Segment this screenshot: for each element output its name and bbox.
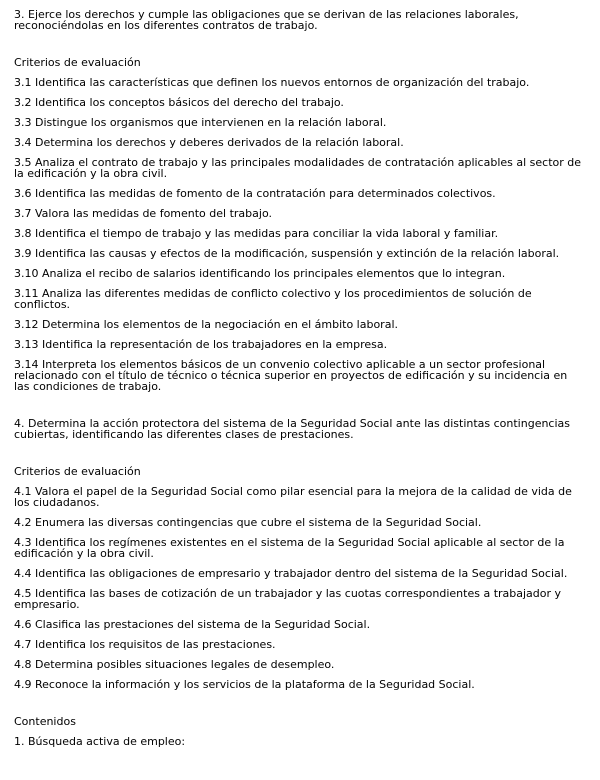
- criterion-4-9: 4.9 Reconoce la información y los servicios de la plataforma de la Seguridad Social.: [14, 678, 475, 691]
- criterion-3-5: 3.5 Analiza el contrato de trabajo y las principales modalidades de contratación aplicables al sector de la edificación y la obra civil.: [14, 156, 582, 180]
- criterion-3-1: 3.1 Identifica las características que definen los nuevos entornos de organización del trabajo.: [14, 76, 530, 89]
- criterion-4-6: 4.6 Clasifica las prestaciones del sistema de la Seguridad Social.: [14, 618, 371, 631]
- criterion-4-2: 4.2 Enumera las diversas contingencias que cubre el sistema de la Seguridad Social.: [14, 516, 482, 529]
- criterion-3-12: 3.12 Determina los elementos de la negociación en el ámbito laboral.: [14, 318, 399, 331]
- section-3-heading: 3. Ejerce los derechos y cumple las obligaciones que se derivan de las relaciones laborales, reconociéndolas en los diferentes contratos de trabajo.: [14, 8, 519, 32]
- section-4-heading: 4. Determina la acción protectora del sistema de la Seguridad Social ante las distintas contingencias cubiertas, identificando las diferentes clases de prestaciones.: [14, 417, 571, 441]
- section-3-criteria-title: Criterios de evaluación: [14, 56, 141, 69]
- contents-title: Contenidos: [14, 715, 76, 728]
- criterion-3-7: 3.7 Valora las medidas de fomento del trabajo.: [14, 207, 272, 220]
- document-page: [14, 9, 586, 747]
- criterion-3-13: 3.13 Identifica la representación de los trabajadores en la empresa.: [14, 338, 388, 351]
- criterion-3-3: 3.3 Distingue los organismos que intervienen en la relación laboral.: [14, 116, 387, 129]
- criterion-4-1: 4.1 Valora el papel de la Seguridad Social como pilar esencial para la mejora de la calidad de vida de los ciudadanos.: [14, 485, 572, 509]
- criterion-4-4: 4.4 Identifica las obligaciones de empresario y trabajador dentro del sistema de la Seguridad Social.: [14, 567, 568, 580]
- criterion-4-8: 4.8 Determina posibles situaciones legales de desempleo.: [14, 658, 335, 671]
- criterion-3-6: 3.6 Identifica las medidas de fomento de la contratación para determinados colectivos.: [14, 187, 496, 200]
- contents-item-1: 1. Búsqueda activa de empleo:: [14, 735, 186, 748]
- criterion-3-14: 3.14 Interpreta los elementos básicos de un convenio colectivo aplicable a un sector profesional relacionado con el título de técnico o técnica superior en proyectos de edificación y su incidencia en las condiciones de trabajo.: [14, 358, 568, 393]
- criterion-3-2: 3.2 Identifica los conceptos básicos del derecho del trabajo.: [14, 96, 344, 109]
- criterion-3-4: 3.4 Determina los derechos y deberes derivados de la relación laboral.: [14, 136, 404, 149]
- criterion-4-5: 4.5 Identifica las bases de cotización de un trabajador y las cuotas correspondientes a trabajador y empresario.: [14, 587, 562, 611]
- criterion-4-3: 4.3 Identifica los regímenes existentes en el sistema de la Seguridad Social aplicable al sector de la edificación y la obra civil.: [14, 536, 565, 560]
- criterion-3-11: 3.11 Analiza las diferentes medidas de conflicto colectivo y los procedimientos de solución de conflictos.: [14, 287, 532, 311]
- criterion-3-10: 3.10 Analiza el recibo de salarios identificando los principales elementos que lo integran.: [14, 267, 506, 280]
- criterion-3-9: 3.9 Identifica las causas y efectos de la modificación, suspensión y extinción de la relación laboral.: [14, 247, 560, 260]
- section-4-criteria-title: Criterios de evaluación: [14, 465, 141, 478]
- criterion-4-7: 4.7 Identifica los requisitos de las prestaciones.: [14, 638, 276, 651]
- section-4-criteria-list: [14, 486, 586, 690]
- criterion-3-8: 3.8 Identifica el tiempo de trabajo y las medidas para conciliar la vida laboral y familiar.: [14, 227, 499, 240]
- section-3-criteria-list: [14, 77, 586, 392]
